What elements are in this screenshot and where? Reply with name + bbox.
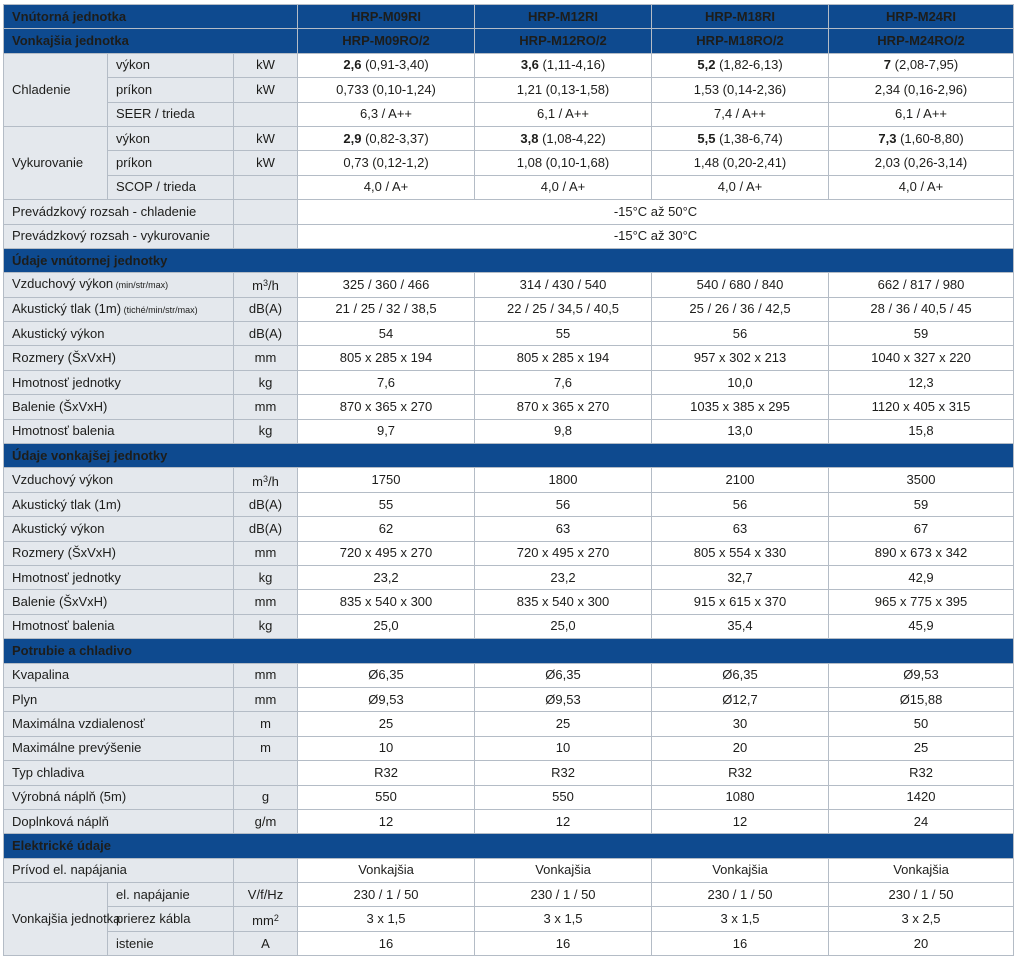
heating-row <box>4 126 1014 150</box>
value-cell: 1080 <box>652 785 829 809</box>
unit-cell: dB(A) <box>234 517 298 541</box>
indoor-unit-label: Vnútorná jednotka <box>4 5 298 29</box>
outdoor-row <box>4 468 1014 492</box>
value-cell: 55 <box>475 322 652 346</box>
cooling-row <box>4 78 1014 102</box>
value-cell <box>829 53 1014 77</box>
value-cell: 59 <box>829 322 1014 346</box>
indoor-model: HRP-M18RI <box>652 5 829 29</box>
unit-base: m <box>252 278 263 294</box>
row-label-text: Hmotnosť balenia <box>12 423 115 439</box>
value-cell: Ø6,35 <box>298 663 475 687</box>
value-main: 5,5 <box>697 130 716 146</box>
value-cell: 7,4 / A++ <box>652 102 829 126</box>
value-cell: 12 <box>475 809 652 833</box>
value-cell: 24 <box>829 809 1014 833</box>
param-label: SEER / trieda <box>108 102 234 126</box>
value-cell: 805 x 285 x 194 <box>298 346 475 370</box>
unit-superscript: 3 <box>263 278 269 289</box>
value-cell: 1040 x 327 x 220 <box>829 346 1014 370</box>
value-cell: 1750 <box>298 468 475 492</box>
value-cell: 805 x 554 x 330 <box>652 541 829 565</box>
value-cell <box>298 53 475 77</box>
value-cell: 1800 <box>475 468 652 492</box>
row-label-text: Maximálna vzdialenosť <box>12 716 145 732</box>
value-cell <box>652 126 829 150</box>
header-outdoor-row <box>4 29 1014 53</box>
electrical-section-title <box>4 834 1014 858</box>
value-cell: 4,0 / A+ <box>829 175 1014 199</box>
value-cell: 890 x 673 x 342 <box>829 541 1014 565</box>
value-cell: 35,4 <box>652 614 829 638</box>
value-cell: 325 / 360 / 466 <box>298 273 475 297</box>
unit-cell: kW <box>234 53 298 77</box>
row-label <box>4 663 234 687</box>
row-label <box>4 370 234 394</box>
value-cell: 20 <box>652 736 829 760</box>
value-cell: 9,7 <box>298 419 475 443</box>
value-cell: 25 <box>298 712 475 736</box>
outdoor-row <box>4 565 1014 589</box>
unit-cell: dB(A) <box>234 322 298 346</box>
param-label: výkon <box>108 126 234 150</box>
row-label-text: Výrobná náplň (5m) <box>12 789 127 805</box>
value-cell: 965 x 775 x 395 <box>829 590 1014 614</box>
row-label-text: Akustický tlak (1m) <box>12 496 122 512</box>
unit-superscript: 3 <box>263 473 269 484</box>
value-cell: 2100 <box>652 468 829 492</box>
value-cell: 12 <box>652 809 829 833</box>
row-label-text: Vzduchový výkon <box>12 276 114 292</box>
heating-row <box>4 175 1014 199</box>
value-cell: 9,8 <box>475 419 652 443</box>
piping-row <box>4 785 1014 809</box>
value-cell: 314 / 430 / 540 <box>475 273 652 297</box>
unit-cell <box>234 273 298 297</box>
unit-cell <box>234 468 298 492</box>
row-label <box>4 614 234 638</box>
unit-cell <box>234 200 298 224</box>
value-cell <box>475 53 652 77</box>
unit-cell: mm <box>234 590 298 614</box>
value-cell: 42,9 <box>829 565 1014 589</box>
unit-cell: kg <box>234 614 298 638</box>
value-cell <box>652 53 829 77</box>
value-range: (1,60-8,80) <box>896 130 964 146</box>
range-label: Prevádzkový rozsah - vykurovanie <box>4 224 234 248</box>
outdoor-row <box>4 590 1014 614</box>
unit-cell: mm <box>234 346 298 370</box>
piping-row <box>4 687 1014 711</box>
row-label <box>4 809 234 833</box>
range-value: -15°C až 50°C <box>298 200 1014 224</box>
outdoor-row <box>4 541 1014 565</box>
value-cell: 540 / 680 / 840 <box>652 273 829 297</box>
unit-superscript: 2 <box>273 912 279 923</box>
section-title: Údaje vnútornej jednotky <box>4 248 1014 272</box>
outdoor-row <box>4 517 1014 541</box>
value-cell: Ø9,53 <box>298 687 475 711</box>
value-cell: 55 <box>298 492 475 516</box>
unit-cell: kW <box>234 78 298 102</box>
value-cell: 63 <box>475 517 652 541</box>
row-label <box>4 517 234 541</box>
range-row <box>4 200 1014 224</box>
value-main: 7,3 <box>878 130 897 146</box>
value-cell: 50 <box>829 712 1014 736</box>
unit-suffix: /h <box>268 278 279 294</box>
indoor-row <box>4 297 1014 321</box>
value-cell: 1,53 (0,14-2,36) <box>652 78 829 102</box>
value-cell: 20 <box>829 931 1014 955</box>
value-cell: 16 <box>652 931 829 955</box>
unit-cell <box>234 858 298 882</box>
indoor-row <box>4 395 1014 419</box>
row-label <box>4 541 234 565</box>
row-label <box>4 785 234 809</box>
value-cell: 835 x 540 x 300 <box>475 590 652 614</box>
row-label-text: Plyn <box>12 691 38 707</box>
unit-cell: g <box>234 785 298 809</box>
value-cell: Vonkajšia <box>475 858 652 882</box>
unit-cell <box>234 102 298 126</box>
value-main: 7 <box>883 57 892 73</box>
row-label <box>4 565 234 589</box>
row-label-text: Akustický tlak (1m) <box>12 300 122 316</box>
row-label-text: Maximálne prevýšenie <box>12 740 142 756</box>
outdoor-model: HRP-M18RO/2 <box>652 29 829 53</box>
row-label <box>4 273 234 297</box>
row-label-text: Typ chladiva <box>12 764 85 780</box>
unit-base: m <box>252 473 263 489</box>
row-label <box>4 395 234 419</box>
indoor-row <box>4 322 1014 346</box>
row-label-text: Doplnková náplň <box>12 813 109 829</box>
piping-row <box>4 761 1014 785</box>
param-label: SCOP / trieda <box>108 175 234 199</box>
row-label-note: (tiché/min/str/max) <box>121 304 198 315</box>
value-cell: 22 / 25 / 34,5 / 40,5 <box>475 297 652 321</box>
row-label-text: Akustický výkon <box>12 325 105 341</box>
indoor-model: HRP-M12RI <box>475 5 652 29</box>
piping-section-title <box>4 639 1014 663</box>
spec-table <box>3 4 1014 956</box>
value-cell: 1420 <box>829 785 1014 809</box>
header-indoor-row <box>4 5 1014 29</box>
value-cell: 0,733 (0,10-1,24) <box>298 78 475 102</box>
value-cell: 63 <box>652 517 829 541</box>
electrical-row <box>4 931 1014 955</box>
value-cell: 56 <box>652 322 829 346</box>
value-cell: Ø15,88 <box>829 687 1014 711</box>
row-label-text: Balenie (ŠxVxH) <box>12 398 108 414</box>
value-cell: Vonkajšia <box>298 858 475 882</box>
value-cell: 28 / 36 / 40,5 / 45 <box>829 297 1014 321</box>
value-cell: 230 / 1 / 50 <box>652 883 829 907</box>
value-range: (0,82-3,37) <box>361 130 429 146</box>
value-cell <box>829 126 1014 150</box>
value-cell: 56 <box>652 492 829 516</box>
value-cell: 3 x 1,5 <box>298 907 475 931</box>
unit-cell <box>234 224 298 248</box>
value-cell: R32 <box>298 761 475 785</box>
value-cell <box>298 126 475 150</box>
row-label-text: Hmotnosť balenia <box>12 618 115 634</box>
value-cell: Vonkajšia <box>829 858 1014 882</box>
indoor-model: HRP-M24RI <box>829 5 1014 29</box>
indoor-section-title <box>4 248 1014 272</box>
value-range: (1,11-4,16) <box>538 57 606 73</box>
value-range: (0,91-3,40) <box>361 57 429 73</box>
value-cell: 1,08 (0,10-1,68) <box>475 151 652 175</box>
value-cell: 10,0 <box>652 370 829 394</box>
unit-cell: V/f/Hz <box>234 883 298 907</box>
value-cell: 1120 x 405 x 315 <box>829 395 1014 419</box>
value-cell: 230 / 1 / 50 <box>298 883 475 907</box>
indoor-row <box>4 273 1014 297</box>
value-cell: 10 <box>475 736 652 760</box>
indoor-row <box>4 370 1014 394</box>
row-label-text: Kvapalina <box>12 667 70 683</box>
value-cell: 25,0 <box>475 614 652 638</box>
value-cell: 16 <box>475 931 652 955</box>
row-label-text: Rozmery (ŠxVxH) <box>12 350 117 366</box>
outdoor-model: HRP-M12RO/2 <box>475 29 652 53</box>
value-cell: 720 x 495 x 270 <box>475 541 652 565</box>
value-cell: 25,0 <box>298 614 475 638</box>
value-cell: 3 x 1,5 <box>652 907 829 931</box>
value-cell: 805 x 285 x 194 <box>475 346 652 370</box>
value-main: 2,9 <box>343 130 362 146</box>
value-cell: 230 / 1 / 50 <box>829 883 1014 907</box>
value-cell: 54 <box>298 322 475 346</box>
row-label <box>4 761 234 785</box>
piping-row <box>4 663 1014 687</box>
unit-cell: mm <box>234 663 298 687</box>
value-cell: 13,0 <box>652 419 829 443</box>
value-range: (1,38-6,74) <box>715 130 783 146</box>
row-label <box>4 492 234 516</box>
row-label-text: Rozmery (ŠxVxH) <box>12 545 117 561</box>
row-label: Prívod el. napájania <box>4 858 234 882</box>
value-cell: Ø6,35 <box>652 663 829 687</box>
outdoor-model: HRP-M09RO/2 <box>298 29 475 53</box>
row-label <box>4 687 234 711</box>
row-label <box>4 346 234 370</box>
value-cell: 25 <box>475 712 652 736</box>
param-label: prierez kábla <box>108 907 234 931</box>
value-cell: 67 <box>829 517 1014 541</box>
heating-row <box>4 151 1014 175</box>
param-label: el. napájanie <box>108 883 234 907</box>
value-cell: 2,34 (0,16-2,96) <box>829 78 1014 102</box>
unit-base: mm <box>252 912 274 928</box>
value-cell: 3 x 1,5 <box>475 907 652 931</box>
value-cell: 23,2 <box>298 565 475 589</box>
value-cell: 662 / 817 / 980 <box>829 273 1014 297</box>
unit-cell: m <box>234 712 298 736</box>
cooling-label: Chladenie <box>4 53 108 126</box>
outdoor-unit-group-label: Vonkajšia jednotka <box>4 883 108 956</box>
electrical-row <box>4 883 1014 907</box>
unit-suffix: /h <box>268 473 279 489</box>
value-cell: R32 <box>475 761 652 785</box>
indoor-row <box>4 346 1014 370</box>
range-value: -15°C až 30°C <box>298 224 1014 248</box>
value-cell: 4,0 / A+ <box>475 175 652 199</box>
value-cell: 25 / 26 / 36 / 42,5 <box>652 297 829 321</box>
outdoor-section-title <box>4 444 1014 468</box>
row-label-text: Hmotnosť jednotky <box>12 569 121 585</box>
value-cell: 915 x 615 x 370 <box>652 590 829 614</box>
param-label: príkon <box>108 78 234 102</box>
value-cell: R32 <box>652 761 829 785</box>
unit-cell: kg <box>234 565 298 589</box>
piping-row <box>4 809 1014 833</box>
unit-cell: kW <box>234 126 298 150</box>
value-cell: 45,9 <box>829 614 1014 638</box>
unit-cell <box>234 175 298 199</box>
row-label <box>4 468 234 492</box>
piping-row <box>4 736 1014 760</box>
value-cell: 56 <box>475 492 652 516</box>
cooling-row <box>4 53 1014 77</box>
row-label-text: Vzduchový výkon <box>12 472 114 488</box>
value-cell: 16 <box>298 931 475 955</box>
range-row <box>4 224 1014 248</box>
power-supply-row <box>4 858 1014 882</box>
value-cell: Ø9,53 <box>829 663 1014 687</box>
value-cell: 4,0 / A+ <box>298 175 475 199</box>
section-title: Potrubie a chladivo <box>4 639 1014 663</box>
value-cell: 835 x 540 x 300 <box>298 590 475 614</box>
value-range: (2,08-7,95) <box>891 57 959 73</box>
heating-label: Vykurovanie <box>4 126 108 199</box>
section-title: Elektrické údaje <box>4 834 1014 858</box>
value-main: 3,8 <box>520 130 539 146</box>
row-label-text: Balenie (ŠxVxH) <box>12 594 108 610</box>
param-label: istenie <box>108 931 234 955</box>
range-label: Prevádzkový rozsah - chladenie <box>4 200 234 224</box>
row-label <box>4 712 234 736</box>
unit-cell: kg <box>234 370 298 394</box>
value-cell: 550 <box>475 785 652 809</box>
row-label-text: Akustický výkon <box>12 520 105 536</box>
value-cell: 6,1 / A++ <box>475 102 652 126</box>
value-cell: 870 x 365 x 270 <box>298 395 475 419</box>
value-cell: 3 x 2,5 <box>829 907 1014 931</box>
value-cell <box>475 126 652 150</box>
row-label <box>4 322 234 346</box>
value-cell: Ø12,7 <box>652 687 829 711</box>
value-cell: 6,1 / A++ <box>829 102 1014 126</box>
value-main: 3,6 <box>520 57 539 73</box>
outdoor-row <box>4 614 1014 638</box>
outdoor-model: HRP-M24RO/2 <box>829 29 1014 53</box>
cooling-row <box>4 102 1014 126</box>
value-cell: 870 x 365 x 270 <box>475 395 652 419</box>
unit-cell: dB(A) <box>234 492 298 516</box>
unit-cell: kW <box>234 151 298 175</box>
param-label: príkon <box>108 151 234 175</box>
piping-row <box>4 712 1014 736</box>
value-cell: 12 <box>298 809 475 833</box>
value-cell: Vonkajšia <box>652 858 829 882</box>
indoor-row <box>4 419 1014 443</box>
outdoor-row <box>4 492 1014 516</box>
value-cell: 1,21 (0,13-1,58) <box>475 78 652 102</box>
value-cell: 21 / 25 / 32 / 38,5 <box>298 297 475 321</box>
row-label <box>4 736 234 760</box>
value-cell: 10 <box>298 736 475 760</box>
value-range: (1,82-6,13) <box>715 57 783 73</box>
value-cell: 32,7 <box>652 565 829 589</box>
unit-cell <box>234 761 298 785</box>
value-cell: 550 <box>298 785 475 809</box>
value-cell: 2,03 (0,26-3,14) <box>829 151 1014 175</box>
value-cell: 7,6 <box>475 370 652 394</box>
value-cell: Ø9,53 <box>475 687 652 711</box>
value-cell: R32 <box>829 761 1014 785</box>
electrical-row <box>4 907 1014 931</box>
value-cell: 957 x 302 x 213 <box>652 346 829 370</box>
value-cell: 230 / 1 / 50 <box>475 883 652 907</box>
value-cell: 15,8 <box>829 419 1014 443</box>
value-cell: 30 <box>652 712 829 736</box>
unit-cell: m <box>234 736 298 760</box>
value-cell: 3500 <box>829 468 1014 492</box>
value-cell: 62 <box>298 517 475 541</box>
value-main: 5,2 <box>697 57 716 73</box>
unit-cell: mm <box>234 687 298 711</box>
unit-cell: mm <box>234 395 298 419</box>
unit-cell: kg <box>234 419 298 443</box>
row-label-text: Hmotnosť jednotky <box>12 374 121 390</box>
row-label <box>4 419 234 443</box>
value-cell: 1,48 (0,20-2,41) <box>652 151 829 175</box>
unit-cell: g/m <box>234 809 298 833</box>
value-cell: 6,3 / A++ <box>298 102 475 126</box>
value-cell: 4,0 / A+ <box>652 175 829 199</box>
section-title: Údaje vonkajšej jednotky <box>4 444 1014 468</box>
value-cell: 12,3 <box>829 370 1014 394</box>
unit-cell: A <box>234 931 298 955</box>
value-main: 2,6 <box>343 57 362 73</box>
unit-cell <box>234 907 298 931</box>
value-cell: 7,6 <box>298 370 475 394</box>
value-cell: 720 x 495 x 270 <box>298 541 475 565</box>
outdoor-unit-label: Vonkajšia jednotka <box>4 29 298 53</box>
indoor-model: HRP-M09RI <box>298 5 475 29</box>
value-range: (1,08-4,22) <box>538 130 606 146</box>
value-cell: Ø6,35 <box>475 663 652 687</box>
unit-cell: dB(A) <box>234 297 298 321</box>
param-label: výkon <box>108 53 234 77</box>
value-cell: 59 <box>829 492 1014 516</box>
value-cell: 23,2 <box>475 565 652 589</box>
value-cell: 25 <box>829 736 1014 760</box>
unit-cell: mm <box>234 541 298 565</box>
value-cell: 0,73 (0,12-1,2) <box>298 151 475 175</box>
row-label-note: (min/str/max) <box>113 280 169 291</box>
row-label <box>4 590 234 614</box>
value-cell: 1035 x 385 x 295 <box>652 395 829 419</box>
row-label <box>4 297 234 321</box>
